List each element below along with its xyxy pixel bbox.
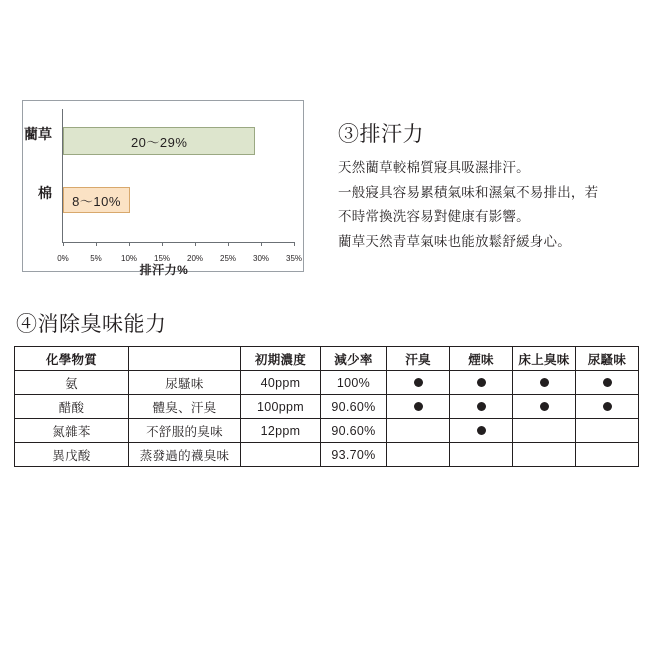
x-tick-1: 5%: [90, 254, 102, 263]
cell-reduction: 93.70%: [321, 443, 387, 467]
sweat-paragraphs: [338, 158, 638, 251]
cell-description: 不舒服的臭味: [129, 419, 241, 443]
filled-dot-icon: [603, 402, 612, 411]
cell-description: 尿騷味: [129, 371, 241, 395]
cell-sweat-odor: [387, 443, 450, 467]
x-tick-7: 35%: [285, 254, 303, 263]
sweat-line-1: 天然藺草較棉質寢具吸濕排汗。: [338, 160, 530, 175]
table-row: [15, 371, 639, 395]
x-tick-mark-0: [63, 243, 64, 246]
header-reduction: 減少率: [321, 347, 387, 371]
filled-dot-icon: [540, 402, 549, 411]
cell-smoke-odor: [450, 395, 513, 419]
header-substance: 化學物質: [15, 347, 129, 371]
sweat-chart: [14, 100, 324, 295]
cell-smoke-odor: [450, 443, 513, 467]
sweat-line-2: 一般寢具容易累積氣味和濕氣不易排出，若: [338, 184, 599, 200]
x-tick-0: 0%: [57, 254, 69, 263]
x-tick-4: 20%: [186, 254, 204, 263]
cell-concentration: 12ppm: [241, 419, 321, 443]
cell-concentration: [241, 443, 321, 467]
cell-urine-odor: [576, 419, 639, 443]
filled-dot-icon: [414, 378, 423, 387]
cell-smoke-odor: [450, 371, 513, 395]
cell-substance: 異戊酸: [15, 443, 129, 467]
table-row: [15, 419, 639, 443]
x-tick-mark-4: [195, 243, 196, 246]
filled-dot-icon: [477, 426, 486, 435]
header-description: [129, 347, 241, 371]
x-axis-title: 排汗力%: [139, 263, 189, 277]
header-urine-odor: 尿騷味: [576, 347, 639, 371]
cell-bed-odor: [513, 371, 576, 395]
filled-dot-icon: [477, 378, 486, 387]
cell-description: 蒸發過的襪臭味: [129, 443, 241, 467]
x-tick-mark-1: [96, 243, 97, 246]
cell-urine-odor: [576, 371, 639, 395]
header-smoke-odor: 煙味: [450, 347, 513, 371]
sweat-line-3: 不時常換洗容易對健康有影響。: [338, 209, 530, 225]
cell-substance: 氮雜苯: [15, 419, 129, 443]
x-tick-mark-7: [294, 243, 295, 246]
bar-igusa-label: 20～29%: [130, 134, 188, 150]
cell-concentration: 40ppm: [241, 371, 321, 395]
bar-igusa: [63, 127, 255, 155]
cell-concentration: 100ppm: [241, 395, 321, 419]
x-tick-2: 10%: [120, 254, 138, 263]
sweat-line-4: 藺草天然青草氣味也能放鬆舒緩身心。: [338, 233, 571, 249]
x-tick-6: 30%: [252, 254, 270, 263]
filled-dot-icon: [477, 402, 486, 411]
filled-dot-icon: [540, 378, 549, 387]
table-header-row: [15, 347, 639, 371]
cell-sweat-odor: [387, 371, 450, 395]
filled-dot-icon: [603, 378, 612, 387]
odor-section: [14, 308, 644, 467]
filled-dot-icon: [414, 402, 423, 411]
cell-reduction: 90.60%: [321, 395, 387, 419]
odor-table: [14, 346, 639, 467]
cell-bed-odor: [513, 395, 576, 419]
chart-frame: [22, 100, 304, 277]
table-row: [15, 395, 639, 419]
cell-bed-odor: [513, 419, 576, 443]
sweat-text-block: [338, 118, 638, 256]
x-tick-mark-5: [228, 243, 229, 246]
x-tick-mark-6: [261, 243, 262, 246]
odor-table-body: [15, 371, 639, 467]
cell-substance: 醋酸: [15, 395, 129, 419]
cell-smoke-odor: [450, 419, 513, 443]
x-tick-3: 15%: [153, 254, 171, 263]
header-sweat-odor: 汗臭: [387, 347, 450, 371]
odor-heading: ④消除臭味能力: [16, 313, 167, 336]
cell-urine-odor: [576, 395, 639, 419]
cell-description: 體臭、汗臭: [129, 395, 241, 419]
bar-cotton-label: 8～10%: [72, 193, 121, 209]
cell-bed-odor: [513, 443, 576, 467]
top-section: [0, 0, 650, 310]
cell-reduction: 90.60%: [321, 419, 387, 443]
cell-substance: 氨: [15, 371, 129, 395]
cell-sweat-odor: [387, 419, 450, 443]
header-concentration: 初期濃度: [241, 347, 321, 371]
chart-plot-area: [57, 109, 303, 263]
category-label-cotton: 棉: [38, 185, 52, 201]
sweat-heading: ③排汗力: [338, 123, 424, 146]
table-row: [15, 443, 639, 467]
header-bed-odor: 床上臭味: [513, 347, 576, 371]
cell-sweat-odor: [387, 395, 450, 419]
x-tick-mark-3: [162, 243, 163, 246]
cell-reduction: 100%: [321, 371, 387, 395]
bar-cotton: [63, 187, 130, 213]
category-label-igusa: 藺草: [24, 126, 52, 142]
x-tick-5: 25%: [219, 254, 237, 263]
cell-urine-odor: [576, 443, 639, 467]
x-tick-mark-2: [129, 243, 130, 246]
